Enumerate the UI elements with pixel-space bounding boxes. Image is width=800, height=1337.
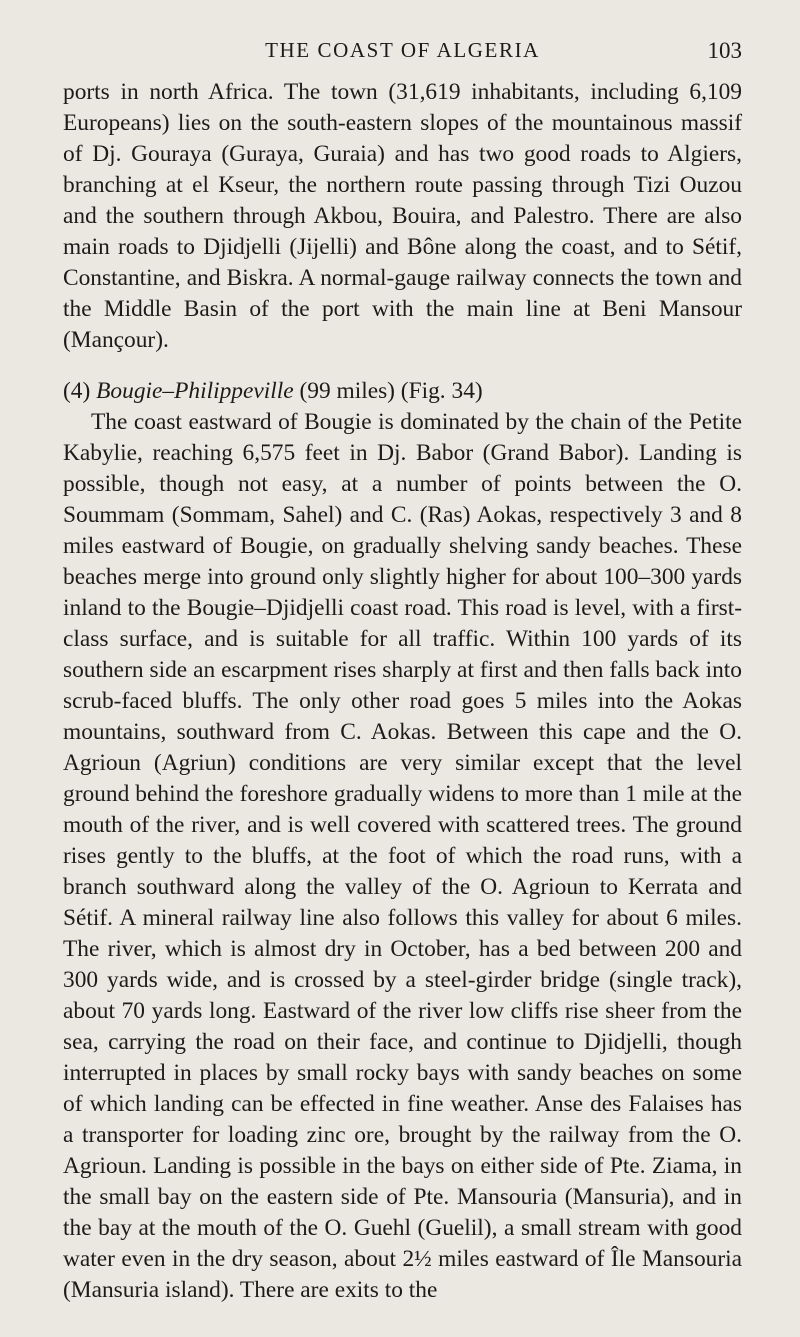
paragraph-continued: ports in north Africa. The town (31,619 inhabitants, including 6,109 Europeans) lies on the south-eastern slopes of the mountainous massif of Dj. Gouraya (Guraya, Guraia) and has two good roads to Algiers, branching at el Kseur, the northern route passing through Tizi Ouzou and the southern through Akbou, Bouira, and Palestro. There are also main roads to Djidjelli (Jijelli) and Bône along the coast, and to Sétif, Constantine, and Biskra. A normal-gauge railway connects the town and the Middle Basin of the port with the main line at Beni Mansour (Mançour).	[63, 79, 742, 353]
paragraph-section-body: The coast eastward of Bougie is dominated by the chain of the Petite Kabylie, reaching 6,575 feet in Dj. Babor (Grand Babor). Landing is possible, though not easy, at a number of points between the O. Soummam (Sommam, Sahel) and C. (Ras) Aokas, respectively 3 and 8 miles eastward of Bougie, on gradually shelving sandy beaches. These beaches merge into ground only slightly higher for about 100–300 yards inland to the Bougie–Djidjelli coast road. This road is level, with a first-class surface, and is suitable for all traffic. Within 100 yards of its southern side an escarpment rises sharply at first and then falls back into scrub-faced bluffs. The only other road goes 5 miles into the Aokas mountains, southward from C. Aokas. Between this cape and the O. Agrioun (Agriun) conditions are very similar except that the level ground behind the foreshore gradually widens to more than 1 mile at the mouth of the river, and is well covered with scattered trees. The ground rises gently to the bluffs, at the foot of which the road runs, with a branch southward along the valley of the O. Agrioun to Kerrata and Sétif. A mineral railway line also follows this valley for about 6 miles. The river, which is almost dry in October, has a bed between 200 and 300 yards wide, and is crossed by a steel-girder bridge (single track), about 70 yards long. Eastward of the river low cliffs rise sheer from the sea, carrying the road on their face, and continue to Djidjelli, though interrupted in places by small rocky bays with sandy beaches on some of which landing can be effected in fine weather. Anse des Falaises has a transporter for loading zinc ore, brought by the railway from the O. Agrioun. Landing is possible in the bays on either side of Pte. Ziama, in the small bay on the eastern side of Pte. Mansouria (Mansuria), and in the bay at the mouth of the O. Guehl (Guelil), a small stream with good water even in the dry season, about 2½ miles eastward of Île Mansouria (Mansuria island). There are exits to the	[63, 409, 742, 1303]
body-text	[63, 77, 742, 1306]
running-head	[63, 38, 742, 68]
section-number: (4)	[63, 378, 91, 404]
section-heading	[63, 376, 742, 407]
section-place: Bougie–Philippeville	[96, 378, 294, 404]
section-details: (99 miles) (Fig. 34)	[299, 378, 483, 404]
page-number: 103	[707, 38, 742, 63]
running-title: THE COAST OF ALGERIA	[265, 38, 540, 62]
